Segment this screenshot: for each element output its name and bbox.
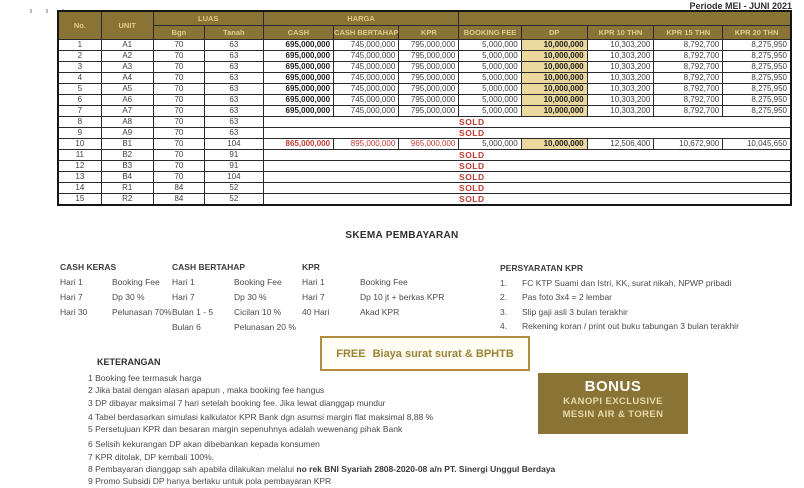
price-table (57, 10, 792, 206)
cell-bgn: 70 (153, 105, 204, 116)
cell-cash_bertahap: 745,000,000 (334, 72, 399, 83)
skema-cash-keras (60, 260, 172, 320)
cell-kpr20: 8,275,950 (723, 105, 791, 116)
cell-kpr10: 10,303,200 (587, 105, 654, 116)
cell-no: 3 (58, 61, 101, 72)
col-header-tanah: Tanah (205, 25, 264, 39)
table-row-R2 (58, 193, 791, 205)
cell-booking_fee: 5,000,000 (459, 94, 521, 105)
cell-tanah: 104 (205, 171, 264, 182)
cell-cash: 695,000,000 (263, 94, 333, 105)
cell-kpr15: 8,792,700 (654, 83, 723, 94)
skema-row (302, 305, 472, 320)
cell-booking_fee: 5,000,000 (459, 50, 521, 61)
skema-row-label: Hari 1 (302, 277, 325, 287)
cell-unit: A6 (101, 94, 153, 105)
cell-kpr20: 10,045,650 (723, 138, 791, 149)
cell-unit: B4 (101, 171, 153, 182)
cell-no: 1 (58, 39, 101, 50)
keterangan-item: 3 DP dibayar maksimal 7 hari setelah booking fee. Jika lewat dianggap mundur (88, 397, 386, 408)
skema-row (60, 275, 172, 290)
cell-tanah: 63 (205, 94, 264, 105)
cell-sold: SOLD (263, 160, 791, 171)
persyaratan-item (500, 276, 792, 291)
cell-no: 8 (58, 116, 101, 127)
cell-tanah: 63 (205, 72, 264, 83)
cell-no: 12 (58, 160, 101, 171)
keterangan-item: 2 Jika batal dengan alasan apapun , maka booking fee hangus (88, 385, 325, 396)
cell-dp: 10,000,000 (521, 94, 587, 105)
keterangan-item: 5 Persetujuan KPR dan besaran margin sepenuhnya adalah wewenang pihak Bank (88, 424, 403, 435)
table-row-A3 (58, 61, 791, 72)
cell-no: 2 (58, 50, 101, 61)
cell-kpr10: 10,303,200 (587, 83, 654, 94)
cell-kpr10: 10,303,200 (587, 94, 654, 105)
cell-sold: SOLD (263, 182, 791, 193)
price-table-header (58, 11, 791, 39)
keterangan-list (88, 372, 648, 488)
skema-row-desc: Booking Fee (360, 277, 408, 287)
persyaratan-item-text: Slip gaji asli 3 bulan terakhir (522, 306, 628, 317)
cell-kpr15: 8,792,700 (654, 72, 723, 83)
table-row-A2 (58, 50, 791, 61)
cell-tanah: 52 (205, 182, 264, 193)
skema-row-desc: Dp 30 % (112, 292, 145, 302)
cell-dp: 10,000,000 (521, 61, 587, 72)
cell-unit: B3 (101, 160, 153, 171)
cell-tanah: 91 (205, 149, 264, 160)
skema-row (172, 305, 300, 320)
cell-cash_bertahap: 745,000,000 (334, 83, 399, 94)
bonus-banner-title: BONUS (584, 378, 642, 395)
skema-row (302, 290, 472, 305)
cell-tanah: 104 (205, 138, 264, 149)
cell-tanah: 63 (205, 83, 264, 94)
cell-no: 5 (58, 83, 101, 94)
cell-kpr10: 12,506,400 (587, 138, 654, 149)
skema-row (60, 290, 172, 305)
skema-row-label: Hari 30 (60, 307, 88, 317)
cell-sold: SOLD (263, 116, 791, 127)
skema-row-label: Hari 1 (172, 277, 195, 287)
table-row-B4 (58, 171, 791, 182)
cell-cash_bertahap: 745,000,000 (334, 94, 399, 105)
col-header-cash: CASH (263, 25, 333, 39)
persyaratan-item-number: 4. (500, 321, 508, 331)
cell-sold: SOLD (263, 171, 791, 182)
cell-bgn: 70 (153, 149, 204, 160)
persyaratan-item (500, 319, 792, 334)
skema-row-label: Hari 7 (60, 292, 83, 302)
cell-unit: B1 (101, 138, 153, 149)
cell-tanah: 63 (205, 116, 264, 127)
skema-section-title: CASH BERTAHAP (172, 262, 246, 272)
cell-unit: A9 (101, 127, 153, 138)
cell-kpr: 795,000,000 (399, 50, 459, 61)
table-row-A5 (58, 83, 791, 94)
keterangan-item: 6 Selisih kekurangan DP akan dibebankan kepada konsumen (88, 439, 320, 450)
cell-unit: A8 (101, 116, 153, 127)
cell-no: 7 (58, 105, 101, 116)
cell-tanah: 63 (205, 105, 264, 116)
skema-row-label: 40 Hari (302, 307, 330, 317)
cell-bgn: 70 (153, 61, 204, 72)
cell-no: 6 (58, 94, 101, 105)
cell-booking_fee: 5,000,000 (459, 83, 521, 94)
table-row-B2 (58, 149, 791, 160)
col-header-kpr10: KPR 10 THN (587, 25, 654, 39)
cell-cash_bertahap: 745,000,000 (334, 39, 399, 50)
cell-kpr10: 10,303,200 (587, 72, 654, 83)
cell-kpr20: 8,275,950 (723, 61, 791, 72)
cell-dp: 10,000,000 (521, 50, 587, 61)
cell-dp: 10,000,000 (521, 105, 587, 116)
cropped-text-artifact (30, 0, 110, 4)
cell-kpr15: 8,792,700 (654, 105, 723, 116)
cell-cash_bertahap: 745,000,000 (334, 105, 399, 116)
persyaratan-item-number: 1. (500, 277, 508, 288)
cell-kpr: 795,000,000 (399, 94, 459, 105)
cell-tanah: 63 (205, 50, 264, 61)
cell-no: 4 (58, 72, 101, 83)
col-header-cash-bertahap: CASH BERTAHAP (334, 25, 399, 39)
cell-cash_bertahap: 745,000,000 (334, 50, 399, 61)
cell-bgn: 70 (153, 116, 204, 127)
cell-cash: 695,000,000 (263, 83, 333, 94)
persyaratan-kpr (500, 261, 792, 334)
skema-row-desc: Booking Fee (234, 277, 282, 287)
cell-kpr20: 8,275,950 (723, 50, 791, 61)
col-header-unit: UNIT (101, 11, 153, 39)
cell-bgn: 84 (153, 182, 204, 193)
keterangan-title: KETERANGAN (97, 357, 161, 367)
col-header-kpr20: KPR 20 THN (723, 25, 791, 39)
skema-row-label: Hari 7 (302, 292, 325, 302)
skema-row-label: Hari 1 (60, 277, 83, 287)
persyaratan-item-number: 2. (500, 292, 508, 302)
cell-no: 10 (58, 138, 101, 149)
table-row-A1 (58, 39, 791, 50)
col-header-kpr: KPR (399, 25, 459, 39)
skema-kpr (302, 260, 472, 320)
cell-kpr: 795,000,000 (399, 83, 459, 94)
keterangan-item: 4 Tabel berdasarkan simulasi kalkulator KPR Bank dgn asumsi margin flat maksimal 8,88 % (88, 411, 434, 422)
skema-cash-bertahap (172, 260, 300, 335)
free-banner (320, 336, 530, 371)
cell-no: 15 (58, 193, 101, 205)
periode-label: Periode MEI - JUNI 2021 (689, 1, 792, 11)
persyaratan-kpr-list (500, 276, 792, 334)
col-header-dp: DP (521, 25, 587, 39)
cell-cash: 695,000,000 (263, 61, 333, 72)
cell-bgn: 70 (153, 127, 204, 138)
persyaratan-kpr-title: PERSYARATAN KPR (500, 263, 583, 273)
persyaratan-item-number: 3. (500, 306, 508, 317)
persyaratan-item (500, 290, 792, 305)
cell-kpr15: 10,672,900 (654, 138, 723, 149)
cell-booking_fee: 5,000,000 (459, 72, 521, 83)
keterangan-item: 9 Promo Subsidi DP hanya berlaku untuk pola pembayaran KPR (88, 476, 332, 487)
cell-bgn: 84 (153, 193, 204, 205)
skema-row-label: Bulan 1 - 5 (172, 307, 214, 317)
table-row-B3 (58, 160, 791, 171)
skema-row-desc: Dp 30 % (234, 292, 267, 302)
cell-unit: A7 (101, 105, 153, 116)
keterangan-item: 8 Pembayaran dianggap sah apabila dilakukan melalui no rek BNI Syariah 2808-2020-08 a/n PT. Sinergi Unggul Berdaya (88, 464, 556, 475)
cell-dp: 10,000,000 (521, 83, 587, 94)
cell-unit: A1 (101, 39, 153, 50)
cell-cash_bertahap: 745,000,000 (334, 61, 399, 72)
keterangan-item: 1 Booking fee termasuk harga (88, 373, 202, 383)
cell-bgn: 70 (153, 72, 204, 83)
cell-unit: A5 (101, 83, 153, 94)
cell-kpr: 795,000,000 (399, 39, 459, 50)
col-header-no: No. (58, 11, 101, 39)
cell-no: 14 (58, 182, 101, 193)
cell-kpr10: 10,303,200 (587, 61, 654, 72)
skema-row (172, 275, 300, 290)
col-header-kpr15: KPR 15 THN (654, 25, 723, 39)
cell-cash: 695,000,000 (263, 50, 333, 61)
skema-row-desc: Pelunasan 70% (112, 307, 172, 317)
cell-bgn: 70 (153, 83, 204, 94)
cell-bgn: 70 (153, 50, 204, 61)
skema-section-title: CASH KERAS (60, 262, 117, 272)
cell-tanah: 91 (205, 160, 264, 171)
cell-kpr: 795,000,000 (399, 105, 459, 116)
cell-kpr10: 10,303,200 (587, 50, 654, 61)
cell-kpr10: 10,303,200 (587, 39, 654, 50)
skema-row-label: Bulan 6 (172, 322, 201, 332)
cell-tanah: 63 (205, 61, 264, 72)
skema-row-desc: Akad KPR (360, 307, 400, 317)
price-table-body (58, 39, 791, 205)
keterangan-item: 7 KPR ditolak, DP kembali 100%. (88, 451, 214, 462)
skema-row-desc: Dp 10 jt + berkas KPR (360, 292, 445, 302)
bonus-banner-line1: KANOPI EXCLUSIVE (563, 396, 663, 407)
table-row-A7 (58, 105, 791, 116)
cell-booking_fee: 5,000,000 (459, 61, 521, 72)
skema-row (172, 290, 300, 305)
cell-sold: SOLD (263, 127, 791, 138)
free-banner-label: FREE (336, 347, 366, 360)
col-header-bgn: Bgn (153, 25, 204, 39)
persyaratan-item-text: FC KTP Suami dan Istri, KK, surat nikah, NPWP pribadi (522, 277, 732, 288)
cell-cash: 695,000,000 (263, 72, 333, 83)
cell-dp: 10,000,000 (521, 138, 587, 149)
cell-booking_fee: 5,000,000 (459, 138, 521, 149)
cell-bgn: 70 (153, 160, 204, 171)
cell-unit: R1 (101, 182, 153, 193)
col-header-harga: HARGA (263, 11, 459, 25)
table-row-A9 (58, 127, 791, 138)
cell-booking_fee: 5,000,000 (459, 39, 521, 50)
skema-row-desc: Cicilan 10 % (234, 307, 282, 317)
cell-unit: A3 (101, 61, 153, 72)
cell-sold: SOLD (263, 149, 791, 160)
cell-cash: 865,000,000 (263, 138, 333, 149)
cell-kpr20: 8,275,950 (723, 72, 791, 83)
skema-section-title: KPR (302, 262, 320, 272)
col-header-luas: LUAS (153, 11, 263, 25)
cell-kpr: 795,000,000 (399, 61, 459, 72)
cell-dp: 10,000,000 (521, 72, 587, 83)
table-row-A6 (58, 94, 791, 105)
cell-bgn: 70 (153, 138, 204, 149)
free-banner-text: Biaya surat surat & BPHTB (372, 347, 514, 360)
table-row-A8 (58, 116, 791, 127)
skema-pembayaran-title: SKEMA PEMBAYARAN (345, 230, 459, 241)
skema-row-desc: Pelunasan 20 % (234, 322, 296, 332)
cell-sold: SOLD (263, 193, 791, 205)
cell-kpr15: 8,792,700 (654, 39, 723, 50)
cell-cash: 695,000,000 (263, 105, 333, 116)
cell-cash_bertahap: 895,000,000 (334, 138, 399, 149)
table-row-A4 (58, 72, 791, 83)
cell-kpr15: 8,792,700 (654, 61, 723, 72)
cell-no: 13 (58, 171, 101, 182)
cell-booking_fee: 5,000,000 (459, 105, 521, 116)
table-row-B1 (58, 138, 791, 149)
cell-unit: A2 (101, 50, 153, 61)
skema-row (60, 305, 172, 320)
skema-row (172, 320, 300, 335)
col-header-spacer (459, 11, 791, 25)
cell-kpr: 795,000,000 (399, 72, 459, 83)
cell-bgn: 70 (153, 39, 204, 50)
cell-tanah: 52 (205, 193, 264, 205)
cell-tanah: 63 (205, 39, 264, 50)
cell-kpr20: 8,275,950 (723, 39, 791, 50)
cell-no: 9 (58, 127, 101, 138)
cell-bgn: 70 (153, 171, 204, 182)
persyaratan-item-text: Rekening koran / print out buku tabungan 3 bulan terakhir (522, 321, 739, 331)
cell-tanah: 63 (205, 127, 264, 138)
cell-cash: 695,000,000 (263, 39, 333, 50)
persyaratan-item-text: Pas foto 3x4 = 2 lembar (522, 292, 613, 302)
skema-row-desc: Booking Fee (112, 277, 160, 287)
keterangan-item-bold: no rek BNI Syariah 2808-2020-08 a/n PT. Sinergi Unggul Berdaya (296, 464, 556, 475)
cell-kpr: 965,000,000 (399, 138, 459, 149)
bonus-banner-line2: MESIN AIR & TOREN (562, 409, 664, 420)
cell-no: 11 (58, 149, 101, 160)
cell-unit: R2 (101, 193, 153, 205)
cell-unit: B2 (101, 149, 153, 160)
cell-kpr20: 8,275,950 (723, 83, 791, 94)
cell-kpr15: 8,792,700 (654, 94, 723, 105)
cell-unit: A4 (101, 72, 153, 83)
table-row-R1 (58, 182, 791, 193)
skema-row (302, 275, 472, 290)
cell-bgn: 70 (153, 94, 204, 105)
cell-kpr20: 8,275,950 (723, 94, 791, 105)
skema-row-label: Hari 7 (172, 292, 195, 302)
col-header-booking-fee: BOOKING FEE (459, 25, 521, 39)
persyaratan-item (500, 305, 792, 320)
cell-kpr15: 8,792,700 (654, 50, 723, 61)
cell-dp: 10,000,000 (521, 39, 587, 50)
